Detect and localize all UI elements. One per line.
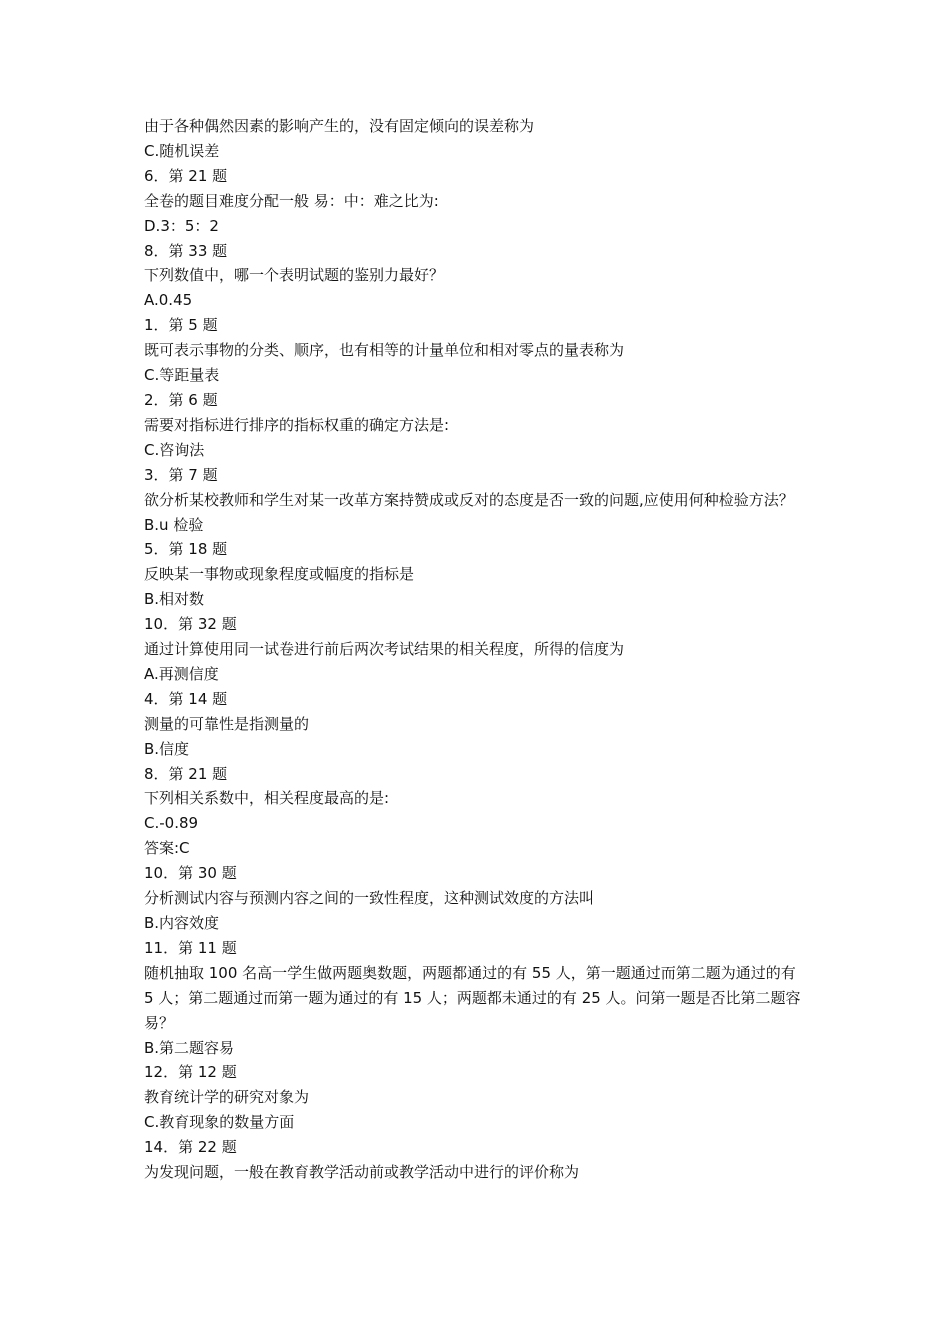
- question-number: 10．第 32 题: [144, 615, 237, 634]
- question-text: 欲分析某校教师和学生对某一改革方案持赞成或反对的态度是否一致的问题,应使用何种检验方法？: [144, 490, 794, 509]
- question-number: 12．第 12 题: [144, 1063, 237, 1082]
- answer-text: C.随机误差: [144, 141, 220, 160]
- question-number: 10．第 30 题: [144, 864, 237, 883]
- answer-text: C.教育现象的数量方面: [144, 1113, 295, 1132]
- question-text: 既可表示事物的分类、顺序，也有相等的计量单位和相对零点的量表称为: [144, 341, 625, 360]
- question-text: 随机抽取 100 名高一学生做两题奥数题，两题都通过的有 55 人，第一题通过而第二题为通过的有 5 人；第二题通过而第一题为通过的有 15 人；两题都未通过的有 25 人。问第一题是否比第二题容易？: [144, 963, 801, 1032]
- question-number: 8．第 33 题: [144, 241, 228, 260]
- answer-text: B.u 检验: [144, 515, 204, 534]
- answer-text: C.等距量表: [144, 366, 220, 385]
- question-text: 下列数值中，哪一个表明试题的鉴别力最好？: [144, 266, 445, 285]
- question-number: 11．第 11 题: [144, 938, 237, 957]
- answer-text: B.信度: [144, 739, 190, 758]
- question-number: 8．第 21 题: [144, 764, 228, 783]
- question-text: 需要对指标进行排序的指标权重的确定方法是:: [144, 415, 450, 434]
- document-body: [144, 114, 810, 1185]
- question-number: 3．第 7 题: [144, 465, 218, 484]
- question-number: 5．第 18 题: [144, 540, 228, 559]
- question-number: 6．第 21 题: [144, 166, 228, 185]
- answer-text: B.相对数: [144, 590, 205, 609]
- question-number: 2．第 6 题: [144, 390, 218, 409]
- answer-text: C.咨询法: [144, 440, 205, 459]
- answer-text: A.0.45: [144, 291, 193, 310]
- question-text: 反映某一事物或现象程度或幅度的指标是: [144, 565, 415, 584]
- answer-text: B.第二题容易: [144, 1038, 235, 1057]
- question-text: 由于各种偶然因素的影响产生的，没有固定倾向的误差称为: [144, 117, 535, 135]
- question-text: 下列相关系数中，相关程度最高的是:: [144, 789, 390, 808]
- question-text: 教育统计学的研究对象为: [144, 1088, 310, 1107]
- question-number: 1．第 5 题: [144, 316, 218, 335]
- question-text: 通过计算使用同一试卷进行前后两次考试结果的相关程度，所得的信度为: [144, 640, 625, 659]
- question-number: 4．第 14 题: [144, 689, 228, 708]
- answer-text: C.-0.89: [144, 814, 199, 833]
- answer-text: D.3：5：2: [144, 216, 219, 235]
- answer-key: 答案:C: [144, 839, 190, 858]
- question-text: 为发现问题，一般在教育教学活动前或教学活动中进行的评价称为: [144, 1163, 580, 1182]
- question-text: 分析测试内容与预测内容之间的一致性程度，这种测试效度的方法叫: [144, 889, 595, 908]
- answer-text: B.内容效度: [144, 914, 220, 932]
- question-text: 测量的可靠性是指测量的: [144, 714, 310, 733]
- question-number: 14．第 22 题: [144, 1138, 237, 1157]
- answer-text: A.再测信度: [144, 664, 219, 683]
- question-text: 全卷的题目难度分配一般 易：中：难之比为:: [144, 191, 439, 210]
